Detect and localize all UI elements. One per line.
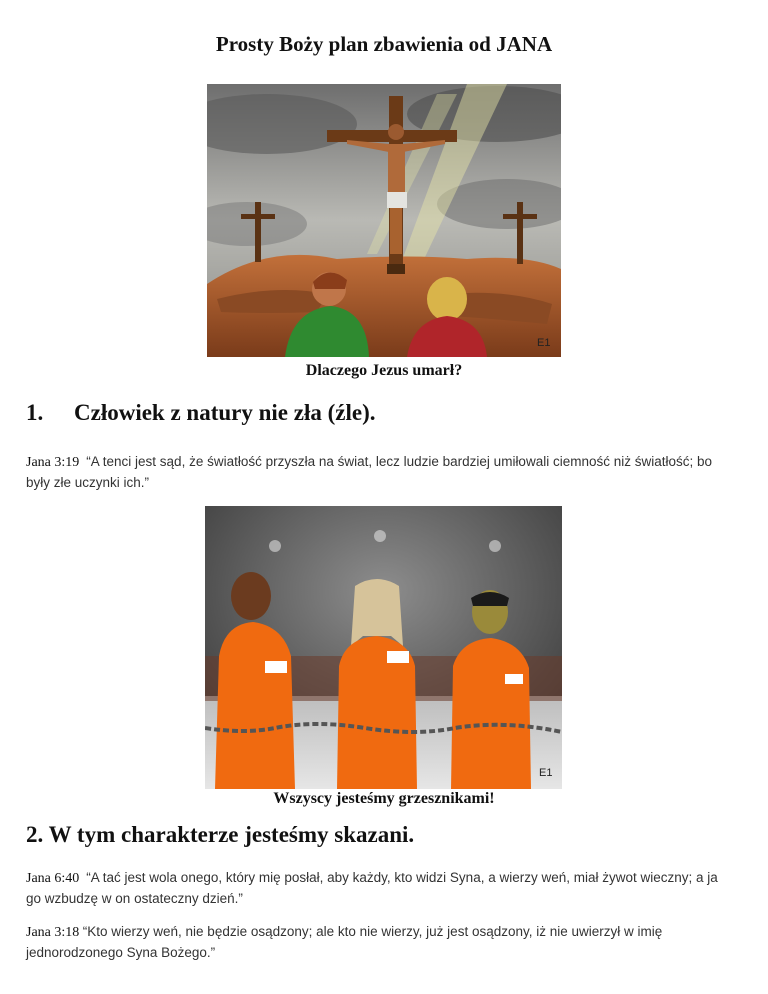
section1-heading-text: Człowiek z natury nie zła (źle). (74, 400, 376, 425)
crucifixion-illustration (207, 84, 561, 357)
section1-number: 1. (26, 400, 44, 425)
section2-verse2 (26, 922, 726, 964)
figure1-caption: Dlaczego Jezus umarł? (305, 362, 463, 379)
verse-reference: Jana 6:40 (26, 871, 80, 886)
verse-reference: Jana 3:18 (26, 925, 80, 940)
section2-heading: 2. W tym charakterze jesteśmy skazani. (26, 822, 415, 847)
prisoners-illustration (205, 506, 562, 789)
verse-text: “A tenci jest sąd, że światłość przyszła na świat, lecz ludzie bardziej umiłowali ciemność niż światłość; bo były złe uczynki ich.” (26, 454, 713, 490)
verse-text: “Kto wierzy weń, nie będzie osądzony; ale kto nie wierzy, już jest osądzony, iż nie uwierzył w imię jednorodzonego Syna Bożego.” (26, 924, 663, 960)
verse-text: “A tać jest wola onego, który mię posłał, aby każdy, kto widzi Syna, a wierzy weń, miał żywot wieczny; a ja go wzbudzę w on ostateczny dzień.” (26, 870, 718, 906)
artist-signature: E1 (539, 767, 553, 779)
artist-signature: E1 (537, 337, 551, 349)
section1-heading (26, 400, 375, 426)
figure2-caption: Wszyscy jesteśmy grzesznikami! (273, 790, 495, 807)
page-title: Prosty Boży plan zbawienia od JANA (215, 32, 553, 56)
section2-verse1 (26, 868, 726, 910)
verse-reference: Jana 3:19 (26, 455, 80, 470)
section1-verse (26, 452, 726, 494)
